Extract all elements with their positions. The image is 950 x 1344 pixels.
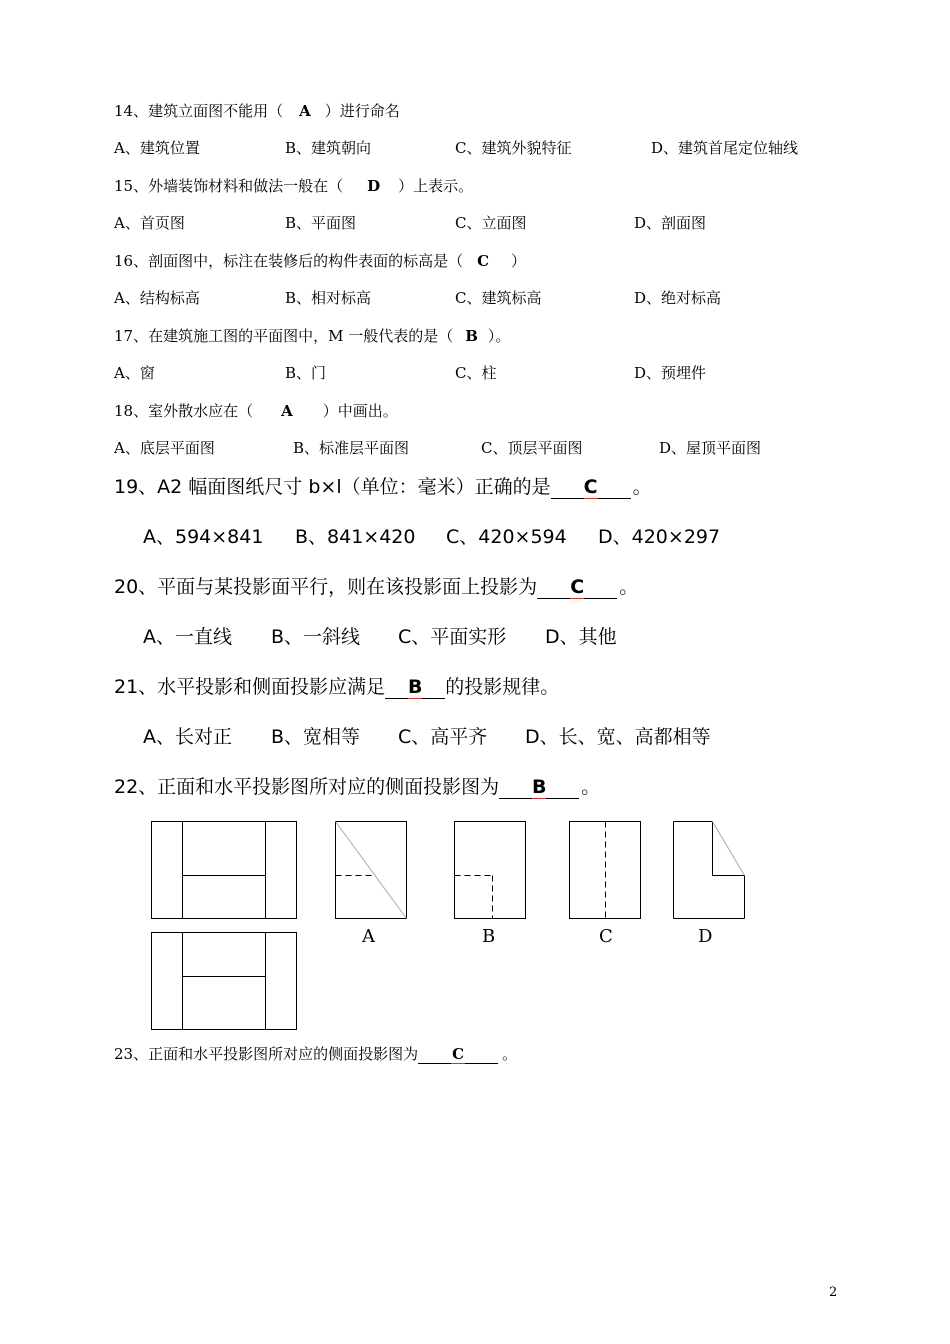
option-b: B、相对标高: [285, 289, 372, 307]
option-d: D、其他: [545, 626, 617, 648]
option-a-view: [336, 822, 407, 919]
front-view: [152, 822, 297, 919]
answer: C: [452, 1045, 465, 1063]
figure-label-c: C: [599, 926, 613, 947]
option-d: D、长、宽、高都相等: [525, 726, 711, 748]
answer: B: [407, 676, 423, 698]
option-b-view: [455, 822, 526, 919]
question-text: 22、正面和水平投影图所对应的侧面投影图为: [114, 776, 500, 798]
option-c: C、立面图: [455, 214, 527, 232]
option-c: C、柱: [455, 364, 497, 382]
page-number: 2: [829, 1285, 838, 1300]
question-23: [114, 1043, 517, 1064]
option-a: A、窗: [114, 364, 155, 382]
question-tail: ）: [511, 252, 527, 270]
option-b: B、841×420: [295, 526, 416, 548]
answer: C: [583, 476, 598, 498]
question-tail: 。: [502, 1045, 518, 1063]
option-d: D、预埋件: [634, 364, 707, 382]
option-a: A、一直线: [143, 626, 232, 648]
option-a: A、结构标高: [114, 289, 200, 307]
question-tail: 。: [581, 776, 601, 798]
option-c: C、高平齐: [398, 726, 488, 748]
question-text: 15、外墙装饰材料和做法一般在（: [114, 177, 344, 195]
question-tail: 。: [619, 576, 639, 598]
answer: C: [477, 252, 490, 270]
option-c: C、420×594: [446, 526, 567, 548]
option-b: B、一斜线: [271, 626, 361, 648]
option-a: A、首页图: [114, 214, 185, 232]
question-tail: ）。: [487, 327, 511, 345]
answer: D: [367, 177, 381, 195]
figure-label-d: D: [698, 926, 713, 947]
figure-label-a: A: [362, 926, 375, 947]
question-tail: ）中画出。: [322, 402, 398, 420]
option-b: B、平面图: [285, 214, 357, 232]
option-a: A、594×841: [143, 526, 264, 548]
answer: C: [570, 576, 585, 598]
option-b: B、宽相等: [271, 726, 361, 748]
answer: A: [281, 402, 293, 420]
question-tail: ）进行命名: [324, 102, 400, 120]
figure-label-b: B: [482, 926, 496, 947]
question-tail: ）上表示。: [398, 177, 474, 195]
option-c: C、建筑标高: [455, 289, 542, 307]
question-text: 18、室外散水应在（: [114, 402, 254, 420]
answer-blank: [418, 1045, 498, 1064]
question-tail: 的投影规律。: [445, 676, 560, 698]
question-text: 20、平面与某投影面平行，则在该投影面上投影为: [114, 576, 538, 598]
question-text: 17、在建筑施工图的平面图中，M 一般代表的是（: [114, 327, 454, 345]
option-c-view: [570, 822, 641, 919]
question-text: 14、建筑立面图不能用（: [114, 102, 284, 120]
answer: A: [299, 102, 311, 120]
option-c: C、建筑外貌特征: [455, 139, 572, 157]
option-d: D、420×297: [598, 526, 721, 548]
option-b: B、建筑朝向: [285, 139, 372, 157]
answer-underline-mark: [451, 1063, 465, 1064]
question-text: 16、剖面图中，标注在装修后的构件表面的标高是（: [114, 252, 464, 270]
option-d: D、剖面图: [634, 214, 707, 232]
question-text: 23、正面和水平投影图所对应的侧面投影图为: [114, 1045, 419, 1063]
top-view: [152, 933, 297, 1030]
option-b: B、门: [285, 364, 327, 382]
option-d: D、屋顶平面图: [659, 439, 762, 457]
option-d: D、绝对标高: [634, 289, 722, 307]
question-tail: 。: [632, 476, 652, 498]
option-a: A、建筑位置: [114, 139, 200, 157]
option-d: D、建筑首尾定位轴线: [651, 139, 799, 157]
option-b: B、标准层平面图: [293, 439, 410, 457]
answer: B: [465, 327, 478, 345]
question-text: 21、水平投影和侧面投影应满足: [114, 676, 386, 698]
answer: B: [531, 776, 547, 798]
question-text: 19、A2 幅面图纸尺寸 b×l（单位：毫米）正确的是: [114, 476, 551, 498]
option-c: C、平面实形: [398, 626, 507, 648]
option-a: A、底层平面图: [114, 439, 215, 457]
option-a: A、长对正: [143, 726, 232, 748]
option-c: C、顶层平面图: [481, 439, 583, 457]
option-d-view: [674, 822, 745, 919]
